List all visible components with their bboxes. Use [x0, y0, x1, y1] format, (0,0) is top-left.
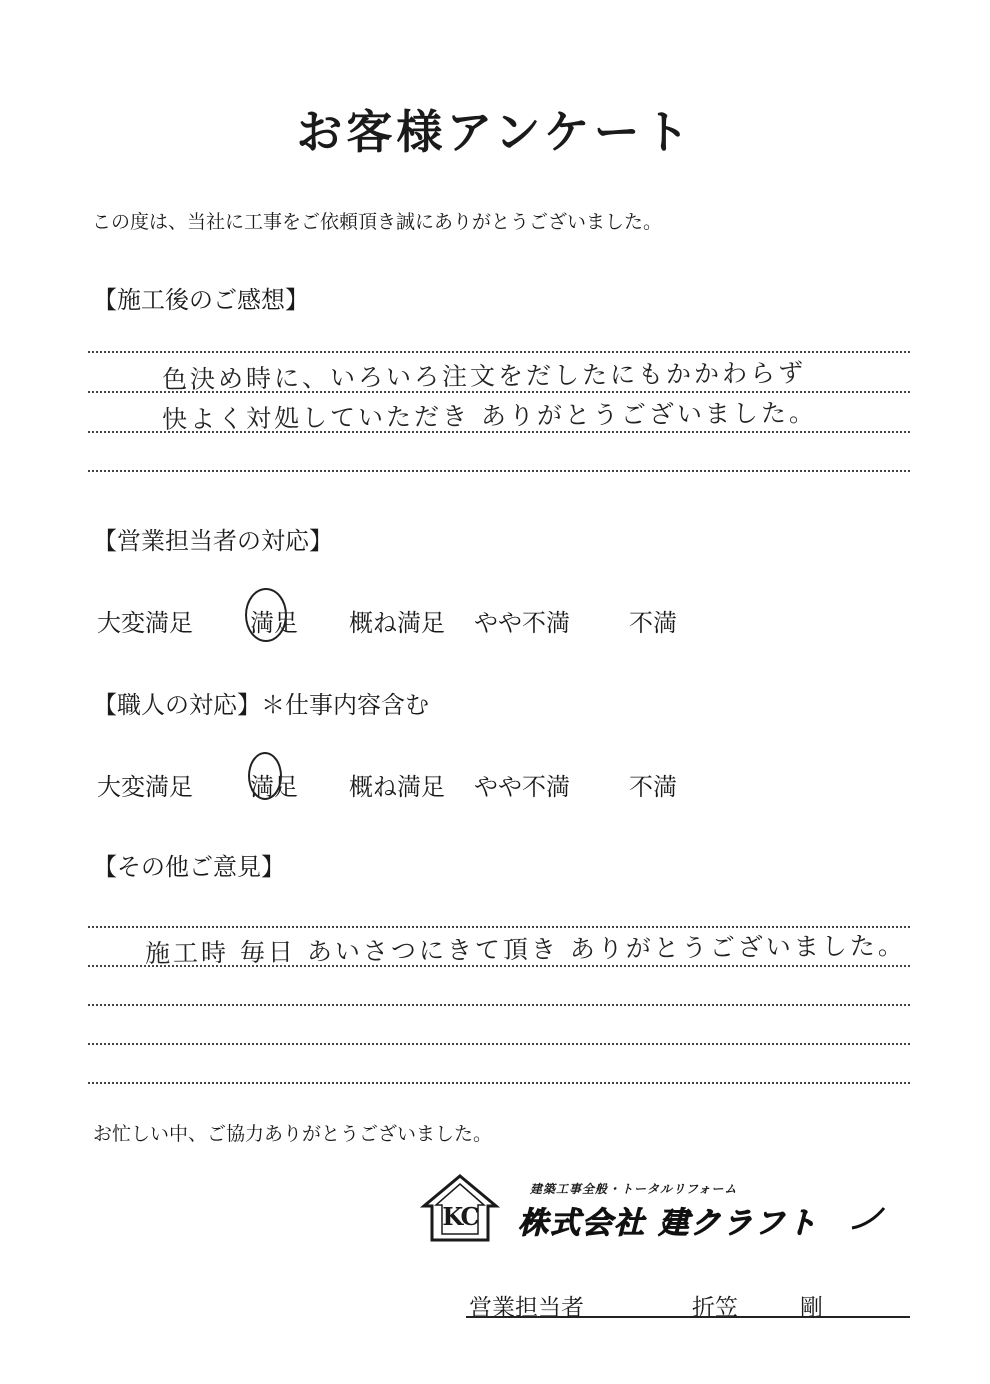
swoosh-icon: [850, 1204, 886, 1232]
section-heading-text: 【職人の対応】: [93, 691, 261, 719]
handwritten-impression-line-2: 快よく対処していただき ありがとうございました。: [161, 398, 818, 434]
company-tagline: 建築工事全般・トータルリフォーム: [530, 1182, 738, 1196]
section-heading-note: ＊仕事内容含む: [261, 691, 429, 719]
answer-line: [88, 1082, 910, 1084]
signature-line: [466, 1316, 910, 1318]
selection-circle: [248, 752, 282, 800]
answer-line: [88, 470, 910, 472]
rating-option-somewhat-dissatisfied: やや不満: [474, 773, 570, 801]
rating-option-very-satisfied: 大変満足: [97, 609, 193, 637]
rating-option-somewhat-dissatisfied: やや不満: [474, 609, 570, 637]
answer-line: [88, 1004, 910, 1006]
answer-line: [88, 431, 910, 433]
rating-option-satisfied-selected: 満足: [250, 773, 298, 801]
rating-option-mostly-satisfied: 概ね満足: [349, 609, 445, 637]
logo-letters: KC: [442, 1202, 478, 1231]
rating-option-mostly-satisfied: 概ね満足: [349, 773, 445, 801]
rating-option-satisfied-selected: 満足: [250, 609, 298, 637]
section-heading-other-comments: 【その他ご意見】: [93, 853, 285, 881]
closing-text: お忙しい中、ご協力ありがとうございました。: [93, 1123, 493, 1145]
selection-circle: [245, 588, 287, 642]
answer-line: [88, 965, 910, 967]
handwritten-impression-line-1: 色決め時に、いろいろ注文をだしたにもかかわらず: [161, 358, 807, 394]
page-title: お客様アンケート: [296, 105, 694, 159]
house-logo-icon: [420, 1172, 500, 1244]
section-heading-craftsman-response: [93, 685, 429, 720]
company-name: 株式会社 建クラフト: [518, 1206, 819, 1241]
rating-option-dissatisfied: 不満: [629, 773, 677, 801]
handwritten-comment-line-1: 施工時 毎日 あいさつにきて頂き ありがとうございました。: [144, 931, 906, 968]
section-heading-impressions: 【施工後のご感想】: [93, 286, 309, 314]
rating-option-very-satisfied: 大変満足: [97, 773, 193, 801]
section-heading-sales-response: 【営業担当者の対応】: [93, 527, 333, 555]
intro-text: この度は、当社に工事をご依頼頂き誠にありがとうございました。: [92, 211, 663, 233]
sales-rep-label: 営業担当者: [469, 1295, 584, 1321]
rating-option-dissatisfied: 不満: [629, 609, 677, 637]
sales-rep-given-name: 剛: [800, 1295, 823, 1321]
answer-line: [88, 1043, 910, 1045]
sales-rep-surname: 折笠: [692, 1295, 738, 1321]
